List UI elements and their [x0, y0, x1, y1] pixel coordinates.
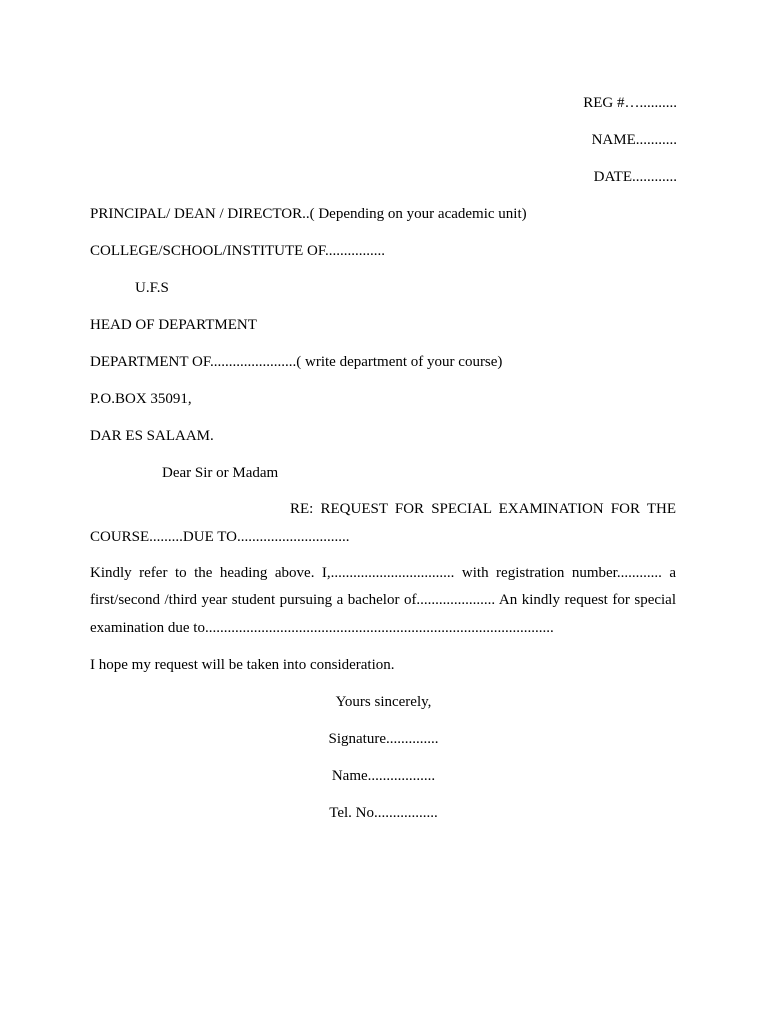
recipient-college: COLLEGE/SCHOOL/INSTITUTE OF................ — [90, 243, 386, 259]
recipient-principal: PRINCIPAL/ DEAN / DIRECTOR..( Depending on your academic unit) — [90, 206, 527, 222]
recipient-university: U.F.S — [135, 280, 169, 296]
date-line: DATE............ — [593, 169, 677, 185]
salutation: Dear Sir or Madam — [162, 465, 279, 481]
recipient-pobox: P.O.BOX 35091, — [90, 391, 192, 407]
subject-line-1: RE: REQUEST FOR SPECIAL EXAMINATION FOR THE — [290, 501, 676, 517]
reg-number-line: REG #….......... — [583, 95, 677, 111]
recipient-department: DEPARTMENT OF.......................( write department of your course) — [90, 354, 503, 370]
closing-signature: Signature.............. — [328, 731, 439, 747]
subject-line-2: COURSE.........DUE TO.............................. — [90, 529, 350, 545]
body-paragraph-line-3: examination due to............................................................................................. — [90, 620, 554, 636]
recipient-city: DAR ES SALAAM. — [90, 428, 214, 444]
body-paragraph-line-1: Kindly refer to the heading above. I,................................. with registration number............ a — [90, 565, 676, 581]
name-line: NAME........... — [591, 132, 677, 148]
closing-tel: Tel. No................. — [329, 805, 438, 821]
recipient-head: HEAD OF DEPARTMENT — [90, 317, 257, 333]
closing-sincerely: Yours sincerely, — [335, 694, 432, 710]
letter-page — [90, 0, 677, 1024]
closing-name: Name.................. — [331, 768, 436, 784]
body-paragraph-2: I hope my request will be taken into consideration. — [90, 657, 395, 673]
body-paragraph-line-2: first/second /third year student pursuing a bachelor of..................... An kindly request for special — [90, 592, 676, 608]
